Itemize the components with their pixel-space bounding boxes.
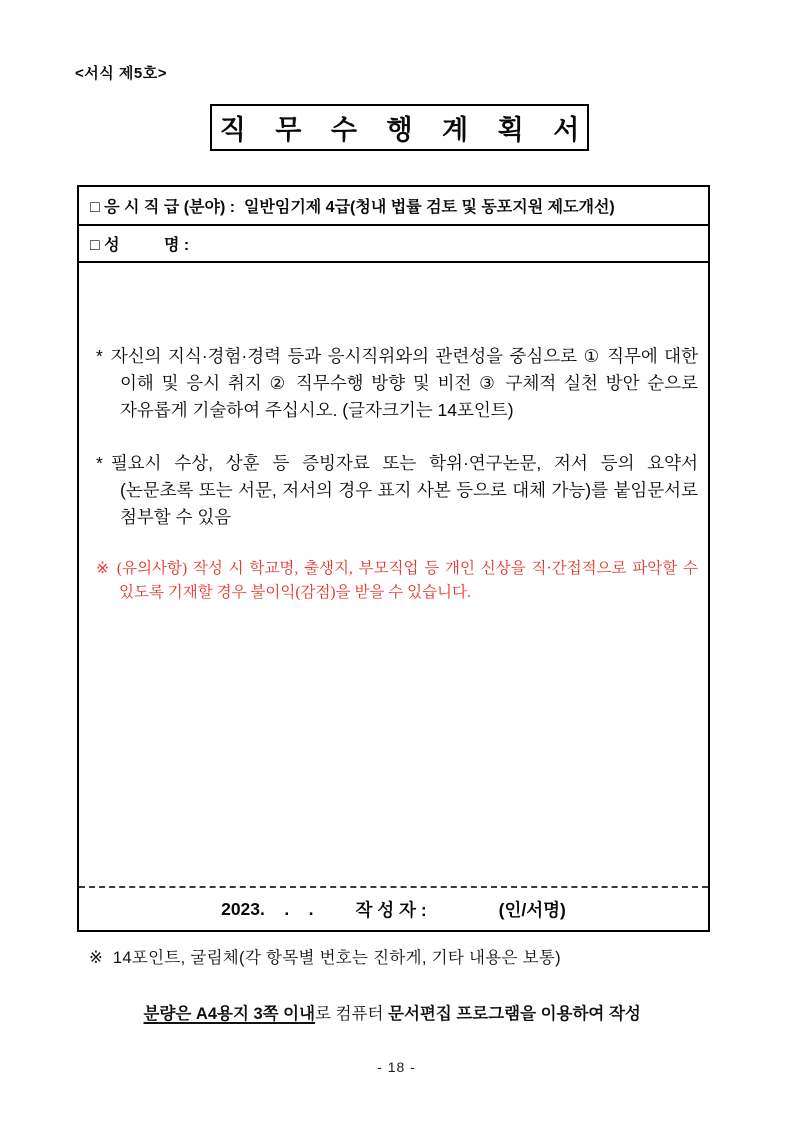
asterisk-bullet: * — [96, 346, 103, 366]
instruction-item — [96, 343, 698, 424]
asterisk-bullet: * — [96, 453, 103, 473]
footer-note-2-regular: 로 컴퓨터 — [315, 1005, 388, 1023]
name-row — [79, 226, 708, 263]
footer-note-2 — [89, 978, 709, 1050]
signature-date: 2023. . . — [221, 898, 314, 919]
signature-label: 작 성 자 : — [355, 899, 427, 920]
plan-body-cell — [79, 263, 708, 886]
instruction-text: 자신의 지식·경험·경력 등과 응시직위와의 관련성을 중심으로 ① 직무에 대한 이해 및 응시 취지 ② 직무수행 방향 및 비전 ③ 구체적 실천 방안 순으로 자유롭게 기술하여 주십시오. (글자크기는 14포인트) — [110, 346, 698, 420]
application-form-table — [77, 185, 710, 932]
document-title: 직 무 수 행 계 획 서 — [219, 115, 591, 145]
position-value: 일반임기제 4급(청내 법률 검토 및 동포지원 제도개선) — [239, 199, 615, 216]
form-number: <서식 제5호> — [75, 65, 167, 82]
position-row — [79, 187, 708, 226]
caution-text: (유의사항) 작성 시 학교명, 출생지, 부모직업 등 개인 신상을 직·간접적으로 파악할 수 있도록 기재할 경우 불이익(감점)을 받을 수 있습니다. — [116, 560, 698, 601]
footer-notes — [89, 946, 709, 1050]
reference-mark-icon: ※ — [96, 560, 111, 577]
instruction-item — [96, 450, 698, 531]
signature-row — [79, 886, 708, 930]
caution-note — [96, 557, 698, 604]
instruction-text: 필요시 수상, 상훈 등 증빙자료 또는 학위·연구논문, 저서 등의 요약서 (논문초록 또는 서문, 저서의 경우 표지 사본 등으로 대체 가능)를 붙임문서로 첨부할 수 있음 — [110, 453, 698, 527]
document-title-box — [210, 104, 589, 151]
name-label: □ 성 명 : — [90, 237, 190, 254]
footer-note-2-bold: 문서편집 프로그램을 이용하여 작성 — [388, 1005, 641, 1023]
footer-note-1: ※ 14포인트, 굴림체(각 항목별 번호는 진하게, 기타 내용은 보통) — [89, 949, 561, 967]
signature-seal-note: (인/서명) — [498, 899, 566, 920]
page-number: - 18 - — [377, 1059, 416, 1075]
position-label: □ 응 시 직 급 (분야) : — [90, 199, 240, 216]
footer-note-2-underlined: 분량은 A4용지 3쪽 이내 — [143, 1005, 316, 1023]
